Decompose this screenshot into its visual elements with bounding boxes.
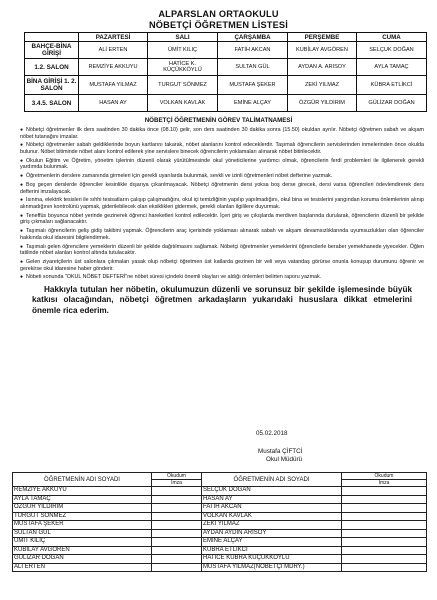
- acknowledgement-header-row: [13, 473, 202, 487]
- teacher-name: GÜLİZAR DOĞAN: [13, 555, 152, 564]
- closing-paragraph: Hakkıyla tutulan her nöbetin, okulumuzun düzenli ve sorunsuz bir şekilde işlemesinde büyük katkısı olacağından, nöbetçi öğretmen arkadaşların yukarıdaki hususlara dikkat etmelerini önemle rica ederim.: [32, 284, 412, 315]
- bullet-icon: ●: [20, 197, 24, 204]
- table-row: [13, 555, 202, 564]
- teacher-cell: AYLA TAMAÇ: [357, 59, 427, 76]
- signature-cell[interactable]: [342, 546, 427, 555]
- teacher-cell: KÜBRA ETLİKCİ: [357, 76, 427, 95]
- table-row: [202, 512, 427, 521]
- instruction-text: Nöbeti sonunda "OKUL NÖBET DEFTERİ"ne nöbet süresi içindeki önemli olayları ve aldığı önlemleri belirten raporu yazmak.: [26, 274, 322, 281]
- bullet-icon: ●: [20, 212, 24, 219]
- instruction-text: Taşımalı öğrencilerin geliş gidiş takibini yapmak. Öğrencilerin araç içerisinde yoklaması alınarak sabah ve akşam devamsızlıklarında uyumsuzlukları olan öğrenciler hakkında okul idaresini bilgilendirmek.: [20, 228, 424, 241]
- table-row: [202, 538, 427, 547]
- table-row: [13, 487, 202, 496]
- table-row: [13, 546, 202, 555]
- instruction-item: [20, 142, 424, 155]
- instruction-item: [20, 274, 424, 281]
- teacher-name: FATİH AKCAN: [202, 504, 342, 513]
- signature-cell[interactable]: [152, 487, 202, 496]
- bullet-icon: ●: [20, 182, 24, 189]
- teacher-name: ÜMİT KILIÇ: [13, 538, 152, 547]
- table-row: [202, 529, 427, 538]
- bullet-icon: ●: [20, 258, 24, 265]
- instructions-list: [20, 127, 424, 281]
- signature-cell[interactable]: [342, 538, 427, 547]
- teacher-cell: REMZİYE AKKUYU: [79, 59, 148, 76]
- teacher-cell: HASAN AY: [79, 95, 148, 112]
- schedule-row: [25, 59, 427, 76]
- instruction-text: Nöbetçi öğretmenler sabah geldiklerinde boyun kartlarını takarak, nöbet alanlarını kontrol edeceklerdir. Taşımalı öğrencilerin servislerinden inmelerinden önce okulda bulunur. Nöbet bitiminde nöbet alanı kontrol edilerek yine servislere binecek öğrencilerin yoklamaları alınarak nöbet bitirilecektir.: [20, 142, 424, 155]
- duty-place: 3.4.5. SALON: [25, 95, 79, 112]
- signature-cell[interactable]: [152, 521, 202, 530]
- table-row: [13, 538, 202, 547]
- signature-cell[interactable]: [152, 546, 202, 555]
- instruction-text: Öğretmenlerin derslere zamanında girmeleri için gerekli uyarılarda bulunmak, sevkli ve izinli öğretmenleri nöbet defterine yazmak.: [26, 173, 333, 180]
- schedule-row: [25, 76, 427, 95]
- instruction-item: [20, 127, 424, 140]
- bullet-icon: ●: [20, 127, 24, 133]
- teacher-name: SELÇUK DOĞAN: [202, 487, 342, 496]
- schedule-row: [25, 42, 427, 59]
- bullet-icon: ●: [20, 157, 24, 164]
- acknowledgement-table-right: [201, 472, 427, 572]
- teacher-cell: ALİ ERTEN: [79, 42, 148, 59]
- signature-cell[interactable]: [342, 529, 427, 538]
- schedule-corner-cell: [25, 33, 79, 42]
- teacher-name: MUSTAFA ŞEKER: [13, 521, 152, 530]
- teacher-cell: VOLKAN KAVLAK: [148, 95, 218, 112]
- principal-title: Okul Müdürü: [266, 456, 303, 463]
- signature-cell[interactable]: [342, 512, 427, 521]
- teacher-cell: AYDAN A. ARISOY: [288, 59, 357, 76]
- signature-cell[interactable]: [152, 555, 202, 564]
- instruction-text: Gelen ziyaretçilerin üst salonlara çıkmaları yasak olup nöbetçi öğretmen üst katlarda gezinen bir veli veya vatandaş görürse onunla konuşup durumunu öğrenir ve gerekirse okul idaresine haber gönderir.: [20, 258, 424, 272]
- table-row: [202, 495, 427, 504]
- teacher-name: HATİCE KÜBRA KÜÇÜKKÖYLÜ: [202, 555, 342, 564]
- teacher-name-header: ÖĞRETMENİN ADI SOYADI: [202, 473, 342, 487]
- table-row: [202, 555, 427, 564]
- teacher-name: MUSTAFA YILMAZ(NÖBETÇİ MDRY.): [202, 563, 342, 572]
- teacher-name: VOLKAN KAVLAK: [202, 512, 342, 521]
- signature-cell[interactable]: [152, 529, 202, 538]
- teacher-cell: TURGUT SÖNMEZ: [148, 76, 218, 95]
- teacher-cell: MUSTAFA YILMAZ: [79, 76, 148, 95]
- table-row: [13, 495, 202, 504]
- day-header: PAZARTESİ: [79, 33, 148, 42]
- teacher-name: AYLA TAMAÇ: [13, 495, 152, 504]
- teacher-cell: MUSTAFA ŞEKER: [218, 76, 288, 95]
- signature-cell[interactable]: [342, 521, 427, 530]
- signature-cell[interactable]: [152, 495, 202, 504]
- table-row: [13, 512, 202, 521]
- duty-place: 1.2. SALON: [25, 59, 79, 76]
- duty-place: BAHÇE-BİNA GİRİŞİ: [25, 42, 79, 59]
- duty-schedule-table: [24, 32, 427, 112]
- schedule-row: [25, 95, 427, 112]
- bullet-icon: ●: [20, 243, 24, 250]
- table-row: [202, 521, 427, 530]
- signature-cell[interactable]: [342, 563, 427, 572]
- signature-cell[interactable]: [152, 538, 202, 547]
- teacher-cell: HATİCE K. KÜÇÜKKÖYLÜ: [148, 59, 218, 76]
- instruction-item: [20, 173, 424, 180]
- instruction-item: [20, 228, 424, 241]
- table-row: [13, 504, 202, 513]
- bullet-icon: ●: [20, 274, 24, 281]
- schedule-header-row: [25, 33, 427, 42]
- teacher-name: ÖZGÜR YILDIRIM: [13, 504, 152, 513]
- signature-cell[interactable]: [342, 555, 427, 564]
- teacher-name: REMZİYE AKKUYU: [13, 487, 152, 496]
- instruction-text: Nöbetçi öğretmenler ilk ders saatinden 30 dakika önce (08.10) gelir, son ders saatinden 30 dakika sonra (15.50) okuldan ayrılır. Nöbetçi öğretmen sabah ve akşam nöbet tutanağını imzalar.: [20, 127, 424, 140]
- duty-place: BİNA GİRİŞİ 1. 2. SALON: [25, 76, 79, 95]
- table-row: [202, 504, 427, 513]
- instruction-item: [20, 197, 424, 210]
- teacher-name: ALİ ERTEN: [13, 563, 152, 572]
- teacher-cell: GÜLİZAR DOĞAN: [357, 95, 427, 112]
- instruction-item: [20, 213, 424, 226]
- imza-label: İmza: [171, 480, 182, 486]
- teacher-cell: ÜMİT KILIÇ: [148, 42, 218, 59]
- instruction-item: [20, 158, 424, 171]
- acknowledgement-left-column: [12, 472, 201, 572]
- teacher-name: ZEKİ YILMAZ: [202, 521, 342, 530]
- table-row: [202, 563, 427, 572]
- teacher-cell: ZEKİ YILMAZ: [288, 76, 357, 95]
- day-header: ÇARŞAMBA: [218, 33, 288, 42]
- instruction-text: Okulun Eğitim ve Öğretim, yönetim işlerinin düzenli olarak yürütülmesinde okul yöneticilerine yardımcı olmak, öğrencilerin ferdi problemleri ile ilgilenerek gerekli yardımda bulunmak.: [20, 157, 424, 171]
- signature-date: 05.02.2018: [256, 430, 288, 437]
- teacher-cell: ÖZGÜR YILDIRIM: [288, 95, 357, 112]
- read-sign-header: [342, 473, 427, 487]
- teacher-name: SULTAN GÜL: [13, 529, 152, 538]
- bullet-icon: ●: [20, 228, 24, 235]
- instruction-text: Boş geçen derslerde öğrenciler kesinlikle dışarıya çıkarılmayacak. Nöbetçi öğretmenin dersi yoksa boş derse girecek, dersi varsa öğrencileri ödevlendirerek ders defterini imzalayacak.: [20, 182, 424, 195]
- imza-label: İmza: [378, 480, 390, 486]
- instruction-text: Taşımalı gelen öğrencilere yemeklerin düzenli bir şekilde dağıtılmasını sağlamak. Nöbetçi öğretmenler yemeklerini öğrencilerle beraber yemekhanede yiyecekler. Öğlen tatilinde nöbet alanları kontrol altında tutulacaktır.: [20, 243, 424, 257]
- teacher-name-header: ÖĞRETMENİN ADI SOYADI: [13, 473, 152, 487]
- teacher-cell: SULTAN GÜL: [218, 59, 288, 76]
- teacher-cell: EMİNE ALÇAY: [218, 95, 288, 112]
- day-header: CUMA: [357, 33, 427, 42]
- teacher-name: TURGUT SÖNMEZ: [13, 512, 152, 521]
- document-title: NÖBETÇİ ÖĞRETMEN LİSTESİ: [148, 19, 289, 30]
- instruction-text: Isınma, elektrik tesisleri ile sıhhi tesisatların çalışıp çalışmadığını, okul içi temizliğinin yapılıp yapılmadığını, okul bina ve tesislerini yangından koruma önlemlerinin alınıp alınmadığının kontrolünü yapmak, giderilebilecek olan eksiklikleri gidermek, gerekli olanları ilgililere duyurmak.: [20, 197, 424, 210]
- school-name: ALPARSLAN ORTAOKULU: [158, 9, 279, 19]
- teacher-name: KUBİLAY AVGÖREN: [13, 546, 152, 555]
- signature-cell[interactable]: [152, 563, 202, 572]
- acknowledgement-right-column: [201, 472, 426, 572]
- teacher-name: EMİNE ALÇAY: [202, 538, 342, 547]
- teacher-name: KÜBRA ETLİKCİ: [202, 546, 342, 555]
- read-sign-header: [152, 473, 202, 487]
- signature-cell[interactable]: [152, 512, 202, 521]
- signature-cell[interactable]: [152, 504, 202, 513]
- table-row: [13, 521, 202, 530]
- table-row: [202, 546, 427, 555]
- table-row: [202, 487, 427, 496]
- table-row: [13, 563, 202, 572]
- instruction-item: [20, 259, 424, 272]
- day-header: PERŞEMBE: [288, 33, 357, 42]
- day-header: SALI: [148, 33, 218, 42]
- bullet-icon: ●: [20, 142, 24, 149]
- teacher-name: AYDAN AYDIN ARISOY: [202, 529, 342, 538]
- instructions-heading: NÖBETÇİ ÖĞRETMENİN GÖREV TALİMATNAMESİ: [144, 117, 293, 124]
- instruction-item: [20, 244, 424, 257]
- teacher-cell: FATİH AKCAN: [218, 42, 288, 59]
- teacher-name: HASAN AY: [202, 495, 342, 504]
- bullet-icon: ●: [20, 173, 24, 180]
- table-row: [13, 529, 202, 538]
- signature-cell[interactable]: [342, 495, 427, 504]
- instruction-text: Teneffüs boyunca nöbet yerinde gezinerek öğrenci hareketleri kontrol edilecektir. İçeri giriş ve çıkışlarda merdiven başlarında durularak, öğrencilerin düzenli bir şekilde giriş çıkmaları sağlanacaktır.: [20, 212, 424, 226]
- signature-cell[interactable]: [342, 504, 427, 513]
- acknowledgement-header-row: [202, 473, 427, 487]
- okudum-label: Okudum: [342, 473, 426, 480]
- acknowledgement-table-left: [12, 472, 202, 572]
- teacher-cell: SELÇUK DOĞAN: [357, 42, 427, 59]
- instruction-item: [20, 182, 424, 195]
- signature-cell[interactable]: [342, 487, 427, 496]
- teacher-cell: KUBİLAY AVGÖREN: [288, 42, 357, 59]
- principal-name: Mustafa ÇİFTCİ: [258, 448, 303, 455]
- okudum-label: Okudum: [152, 473, 201, 480]
